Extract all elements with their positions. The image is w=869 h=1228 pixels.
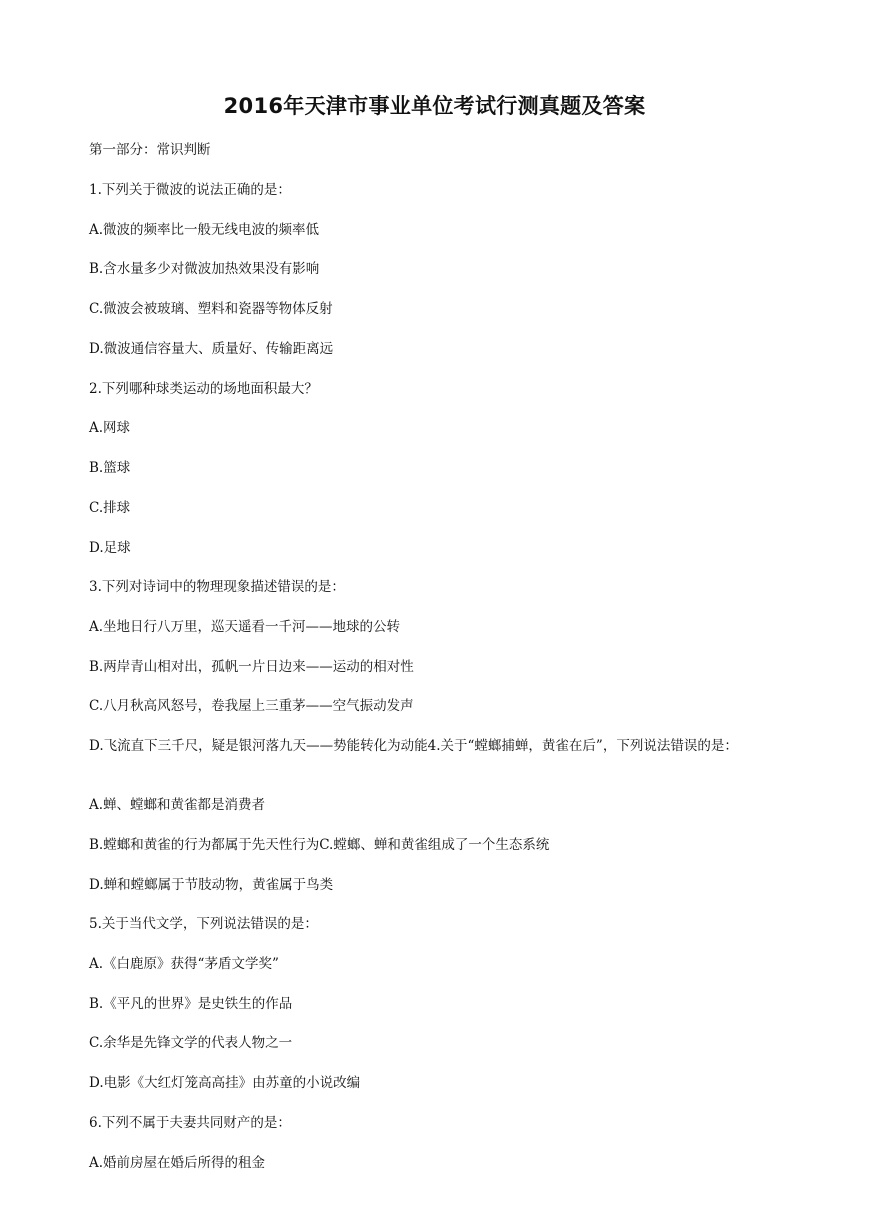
q2-option-a: A.网球 [89,420,131,436]
q3-option-d-and-question-4: D.飞流直下三千尺，疑是银河落九天——势能转化为动能4.关于“螳螂捕蝉，黄雀在后”，下列说法错误的是： [89,738,738,754]
q4-option-b-c: B.螳螂和黄雀的行为都属于先天性行为C.螳螂、蝉和黄雀组成了一个生态系统 [89,837,550,853]
q1-option-a: A.微波的频率比一般无线电波的频率低 [89,222,320,238]
section-heading: 第一部分：常识判断 [89,142,211,158]
q1-option-c: C.微波会被玻璃、塑料和瓷器等物体反射 [89,301,333,317]
q2-option-d: D.足球 [89,540,131,556]
q6-option-a: A.婚前房屋在婚后所得的租金 [89,1155,266,1171]
question-6: 6.下列不属于夫妻共同财产的是： [89,1115,291,1131]
q5-option-b: B.《平凡的世界》是史铁生的作品 [89,996,293,1012]
q1-option-d: D.微波通信容量大、质量好、传输距离远 [89,341,334,357]
q4-option-d: D.蝉和螳螂属于节肢动物，黄雀属于鸟类 [89,877,334,893]
q3-option-a: A.坐地日行八万里，巡天遥看一千河——地球的公转 [89,619,401,635]
q5-option-c: C.余华是先锋文学的代表人物之一 [89,1035,293,1051]
q5-option-a: A.《白鹿原》获得“茅盾文学奖” [89,956,279,972]
q5-option-d: D.电影《大红灯笼高高挂》由苏童的小说改编 [89,1075,361,1091]
q3-option-c: C.八月秋高风怒号，卷我屋上三重茅——空气振动发声 [89,698,414,714]
q4-option-a: A.蝉、螳螂和黄雀都是消费者 [89,797,266,813]
question-3: 3.下列对诗词中的物理现象描述错误的是： [89,579,345,595]
question-2: 2.下列哪种球类运动的场地面积最大？ [89,381,318,397]
q2-option-c: C.排球 [89,500,131,516]
question-5: 5.关于当代文学，下列说法错误的是： [89,916,318,932]
question-1: 1.下列关于微波的说法正确的是： [89,182,291,198]
q1-option-b: B.含水量多少对微波加热效果没有影响 [89,261,320,277]
page-title: 2016年天津市事业单位考试行测真题及答案 [223,94,646,118]
q3-option-b: B.两岸青山相对出，孤帆一片日边来——运动的相对性 [89,659,414,675]
q2-option-b: B.篮球 [89,460,131,476]
